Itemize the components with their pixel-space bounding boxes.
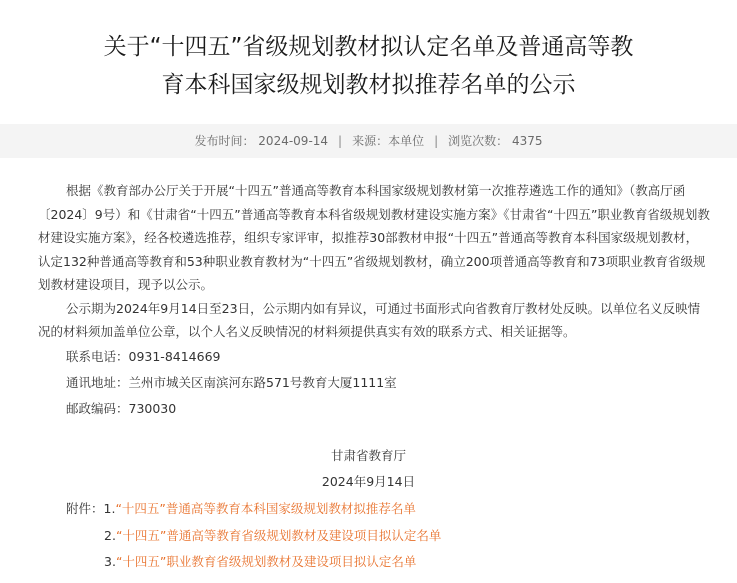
attachment-item-1 <box>66 499 416 517</box>
attachment-number: 1. <box>103 501 116 516</box>
contact-address: 通讯地址：兰州市城关区南滨河东路571号教育大厦1111室 <box>66 374 397 390</box>
signature-org: 甘肃省教育厅 <box>330 448 406 463</box>
attachment-link-2[interactable]: “十四五”普通高等教育省级规划教材及建设项目拟认定名单 <box>115 528 442 543</box>
contact-postcode: 邮政编码：730030 <box>66 400 177 416</box>
publish-date: 发布时间： 2024-09-14 <box>194 134 329 148</box>
contact-phone: 联系电话：0931-8414669 <box>66 348 221 364</box>
attachment-link-1[interactable]: “十四五”普通高等教育本科国家级规划教材拟推荐名单 <box>115 501 416 516</box>
view-count: 浏览次数： 4375 <box>448 134 543 148</box>
attachment-item-2 <box>104 526 441 544</box>
attachment-number: 2. <box>104 528 116 543</box>
article-body <box>38 179 710 422</box>
title-line-1: 关于“十四五”省级规划教材拟认定名单及普通高等教 <box>103 34 634 60</box>
signature-date: 2024年9月14日 <box>321 474 416 489</box>
title-line-2: 育本科国家级规划教材拟推荐名单的公示 <box>161 72 576 98</box>
attachment-item-3 <box>104 552 416 570</box>
attachment-number: 3. <box>104 554 116 569</box>
attachments-label: 附件： <box>66 501 104 516</box>
meta-separator: | <box>434 134 439 148</box>
page-title <box>20 28 717 104</box>
attachment-link-3[interactable]: “十四五”职业教育省级规划教材及建设项目拟认定名单 <box>115 554 417 569</box>
source: 来源：本单位 <box>352 134 425 148</box>
paragraph-1: 根据《教育部办公厅关于开展“十四五”普通高等教育本科国家级规划教材第一次推荐遴选工作的通知》（教高厅函〔2024〕9号）和《甘肃省“十四五”普通高等教育本科省级规划教材建设实施方案》《甘肃省“十四五”职业教育省级规划教材建设实施方案》，经各校遴选推荐，组织专家评审，拟推荐30部教材申报“十四五”普通高等教育本科国家级规划教材，认定132种普通高等教育和53种职业教育教材为“十四五”省级规划教材，确立200项普通高等教育和73项职业教育省级规划教材建设项目，现予以公示。 <box>38 183 710 292</box>
article-meta-bar <box>0 124 737 158</box>
paragraph-2: 公示期为2024年9月14日至23日，公示期内如有异议，可通过书面形式向省教育厅教材处反映。以单位名义反映情况的材料须加盖单位公章，以个人名义反映情况的材料须提供真实有效的联系方式、相关证据等。 <box>38 300 701 339</box>
meta-separator: | <box>338 134 343 148</box>
